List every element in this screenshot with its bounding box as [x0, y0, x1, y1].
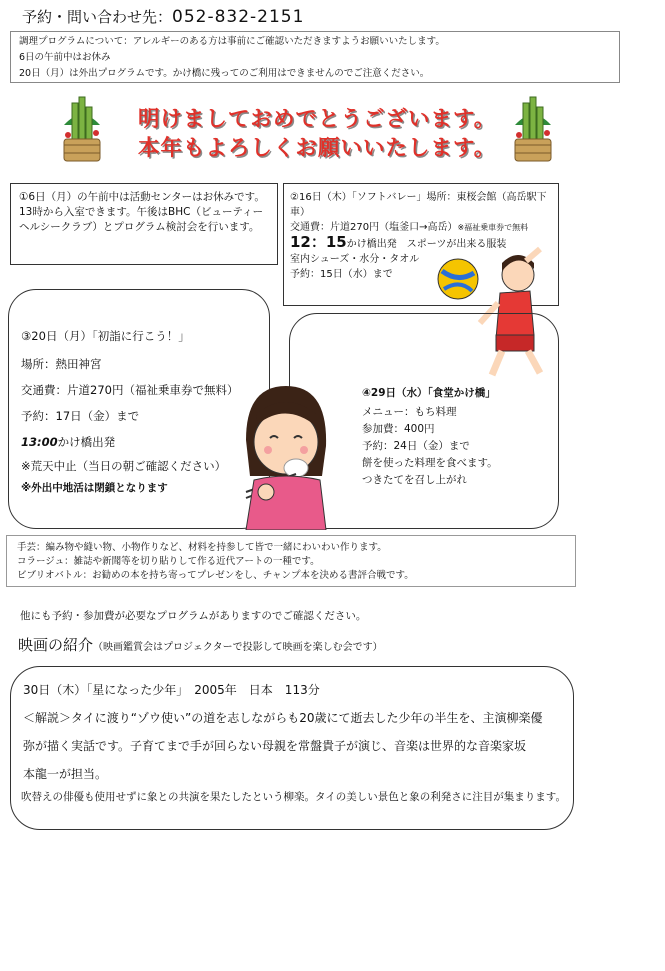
- event-4-menu: メニュー：もち料理: [362, 406, 457, 418]
- movie-desc-line: 本龍一が担当。: [23, 767, 108, 781]
- crafts-line: コラージュ：雑誌や新聞等を切り貼りして作る近代アートの一種です。: [17, 556, 320, 567]
- event-4-title: ④29日（水）「食堂かけ橋」: [362, 387, 496, 399]
- event-4-reserve: 予約：24日（金）まで: [362, 440, 470, 452]
- movie-desc-line: ＜解説＞タイに渡り“ゾウ使い”の道を志しながらも20歳にて逝去した少年の半生を、主演柳楽優: [23, 711, 543, 725]
- event-3-fare: 交通費：片道270円（福祉乗車券で無料）: [21, 383, 239, 397]
- other-programs-note: 他にも予約・参加費が必要なプログラムがありますのでご確認ください。: [20, 610, 367, 622]
- event-4-desc-1: 餅を使った料理を食べます。: [362, 457, 498, 469]
- fare-text: 交通費：片道270円（塩釜口→高岳）: [290, 222, 458, 233]
- movie-heading-text: 映画の紹介: [18, 636, 94, 654]
- movie-desc-line: 吹替えの俳優も使用せずに象との共演を果たしたという柳楽。タイの美しい景色と象の利発さに注目が集まります。: [21, 791, 566, 803]
- greeting-line-1: 明けましておめでとうございます。: [138, 107, 497, 132]
- event-2-title: ②16日（木）「ソフトバレー」場所：東桜会館（高岳駅下車）: [290, 192, 547, 218]
- notice-line: 20日（月）は外出プログラムです。かけ橋に残ってのご利用はできませんのでご注意ください。: [19, 68, 430, 79]
- depart-time: 13:00: [21, 435, 58, 449]
- event-3-depart: [21, 434, 115, 450]
- crafts-info-box: [6, 535, 576, 587]
- greeting-line-2: 本年もよろしくお願いいたします。: [138, 136, 497, 161]
- event-4-fee: 参加費：400円: [362, 423, 435, 435]
- event-3-place: 場所：熱田神宮: [21, 357, 102, 371]
- depart-text: かけ橋出発: [57, 435, 116, 449]
- notice-line: 調理プログラムについて：アレルギーのある方は事前にご確認いただきますようお願いいたします。: [19, 36, 445, 47]
- event-1-text: ①6日（月）の午前中は活動センターはお休みです。13時から入室できます。午後はBHC（ビューティーヘルシークラブ）とプログラム検討会を行います。: [19, 191, 265, 233]
- depart-text: かけ橋出発 スポーツが出来る服装: [346, 239, 507, 250]
- contact-number: 052-832-2151: [172, 7, 305, 27]
- kadomatsu-left-icon: [58, 95, 106, 163]
- contact-label: 予約・問い合わせ先：: [22, 8, 173, 26]
- movie-box: [10, 666, 574, 830]
- notice-box: [10, 31, 620, 83]
- kadomatsu-right-icon: [509, 95, 557, 163]
- movie-heading: [18, 634, 383, 655]
- event-box-3: [8, 289, 270, 529]
- movie-desc-line: 弥が描く実話です。子育てまで手が回らない母親を常盤貴子が演じ、音楽は世界的な音楽家坂: [23, 739, 527, 753]
- movie-title-line: 30日（木）「星になった少年」 2005年 日本 113分: [23, 683, 320, 697]
- notice-line: 6日の午前中はお休み: [19, 52, 111, 63]
- event-4-desc-2: つきたてを召し上がれ: [362, 474, 467, 486]
- event-3-rain: ※荒天中止（当日の朝ご確認ください）: [21, 459, 227, 473]
- event-2-reserve: 予約：15日（水）まで: [290, 269, 393, 280]
- event-3-reserve: 予約：17日（金）まで: [21, 409, 140, 423]
- contact-line: [22, 6, 304, 27]
- girl-eating-mochi-icon: [236, 380, 336, 530]
- event-3-closed: ※外出中地活は閉鎖となります: [21, 482, 168, 494]
- event-2-items: 室内シューズ・水分・タオル: [290, 254, 420, 265]
- event-box-1: [10, 183, 278, 265]
- crafts-line: 手芸：編み物や縫い物、小物作りなど、材料を持参して皆で一緒にわいわい作ります。: [17, 542, 387, 553]
- crafts-line: ビブリオバトル：お勧めの本を持ち寄ってプレゼンをし、チャンプ本を決める書評合戦です。: [17, 570, 414, 581]
- new-year-greeting: [138, 105, 496, 163]
- depart-time: 12：15: [290, 233, 347, 251]
- movie-heading-note: （映画鑑賞会はプロジェクターで投影して映画を楽しむ会です）: [93, 642, 383, 653]
- event-3-title: ③20日（月）「初詣に行こう！」: [21, 329, 190, 343]
- fare-note: ※福祉乗車券で無料: [457, 223, 529, 232]
